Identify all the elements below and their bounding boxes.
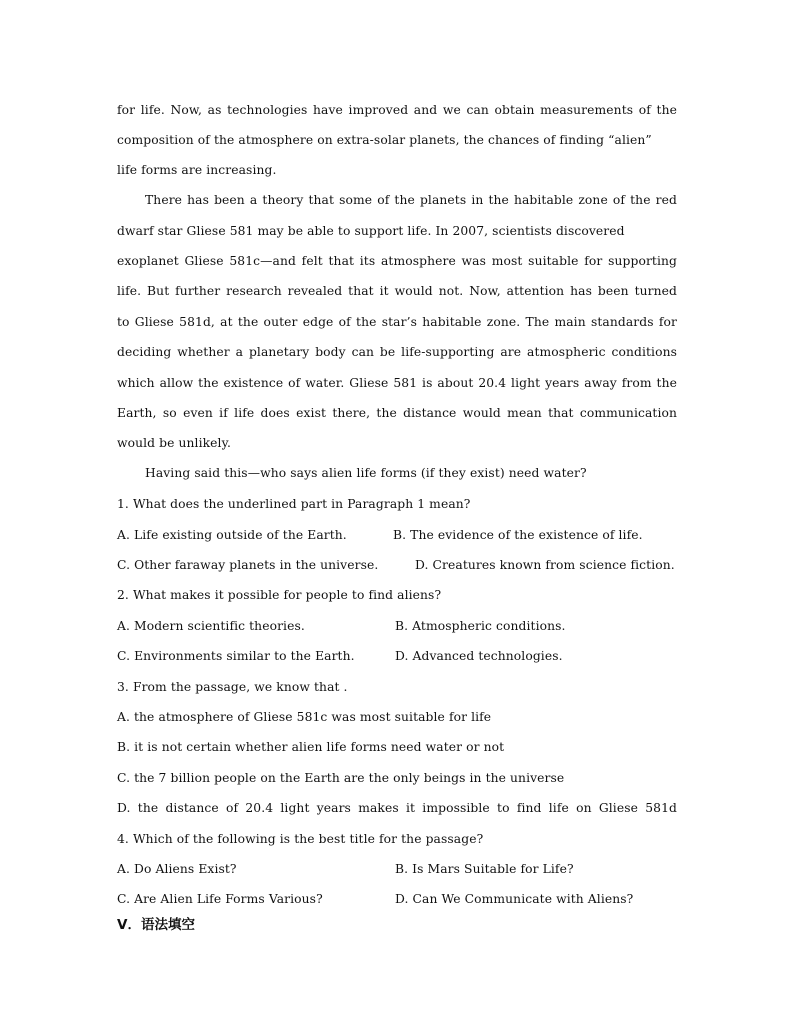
paragraph-2-line-6: deciding whether a planetary body can be life-supporting are atmospheric conditions: [117, 345, 677, 359]
section-heading: V．语法填空: [117, 917, 195, 933]
question-3-option-c: C. the 7 billion people on the Earth are the only beings in the universe: [117, 771, 565, 785]
paragraph-2-line-3: exoplanet Gliese 581c—and felt that its atmosphere was most suitable for supporting: [117, 254, 677, 268]
question-2-stem: 2. What makes it possible for people to find aliens?: [117, 588, 442, 602]
paragraph-1-line-2: composition of the atmosphere on extra-solar planets, the chances of finding “alien”: [117, 133, 652, 147]
paragraph-2-line-1: There has been a theory that some of the planets in the habitable zone of the red: [145, 193, 677, 207]
paragraph-2-line-5: to Gliese 581d, at the outer edge of the star’s habitable zone. The main standards for: [117, 315, 677, 329]
paragraph-3: Having said this—who says alien life forms (if they exist) need water?: [145, 466, 587, 480]
paragraph-1-line-1: for life. Now, as technologies have improved and we can obtain measurements of the: [117, 103, 677, 117]
question-4-option-b: B. Is Mars Suitable for Life?: [395, 862, 574, 876]
question-1-option-c: C. Other faraway planets in the universe.: [117, 558, 379, 572]
question-4-option-d: D. Can We Communicate with Aliens?: [395, 892, 634, 906]
question-4-option-a: A. Do Aliens Exist?: [117, 862, 237, 876]
paragraph-2-line-9: would be unlikely.: [117, 436, 232, 450]
question-2-option-a: A. Modern scientific theories.: [117, 619, 305, 633]
paragraph-2-line-2: dwarf star Gliese 581 may be able to support life. In 2007, scientists discovered: [117, 224, 625, 238]
question-1-stem: 1. What does the underlined part in Paragraph 1 mean?: [117, 497, 471, 511]
question-3-option-a: A. the atmosphere of Gliese 581c was most suitable for life: [117, 710, 492, 724]
paragraph-1-line-3: life forms are increasing.: [117, 163, 277, 177]
question-3-option-d: D. the distance of 20.4 light years makes it impossible to find life on Gliese 581d: [117, 801, 677, 815]
question-1-option-b: B. The evidence of the existence of life.: [393, 528, 643, 542]
question-4-stem: 4. Which of the following is the best title for the passage?: [117, 832, 484, 846]
question-2-option-c: C. Environments similar to the Earth.: [117, 649, 355, 663]
paragraph-2-line-8: Earth, so even if life does exist there, the distance would mean that communication: [117, 406, 677, 420]
question-1-option-d: D. Creatures known from science fiction.: [415, 558, 675, 572]
question-4-option-c: C. Are Alien Life Forms Various?: [117, 892, 323, 906]
question-2-option-d: D. Advanced technologies.: [395, 649, 563, 663]
question-3-option-b: B. it is not certain whether alien life forms need water or not: [117, 740, 505, 754]
question-2-option-b: B. Atmospheric conditions.: [395, 619, 566, 633]
paragraph-2-line-7: which allow the existence of water. Gliese 581 is about 20.4 light years away from the: [117, 376, 677, 390]
question-3-stem: 3. From the passage, we know that .: [117, 680, 348, 694]
paragraph-2-line-4: life. But further research revealed that it would not. Now, attention has been turned: [117, 284, 677, 298]
question-1-option-a: A. Life existing outside of the Earth.: [117, 528, 347, 542]
